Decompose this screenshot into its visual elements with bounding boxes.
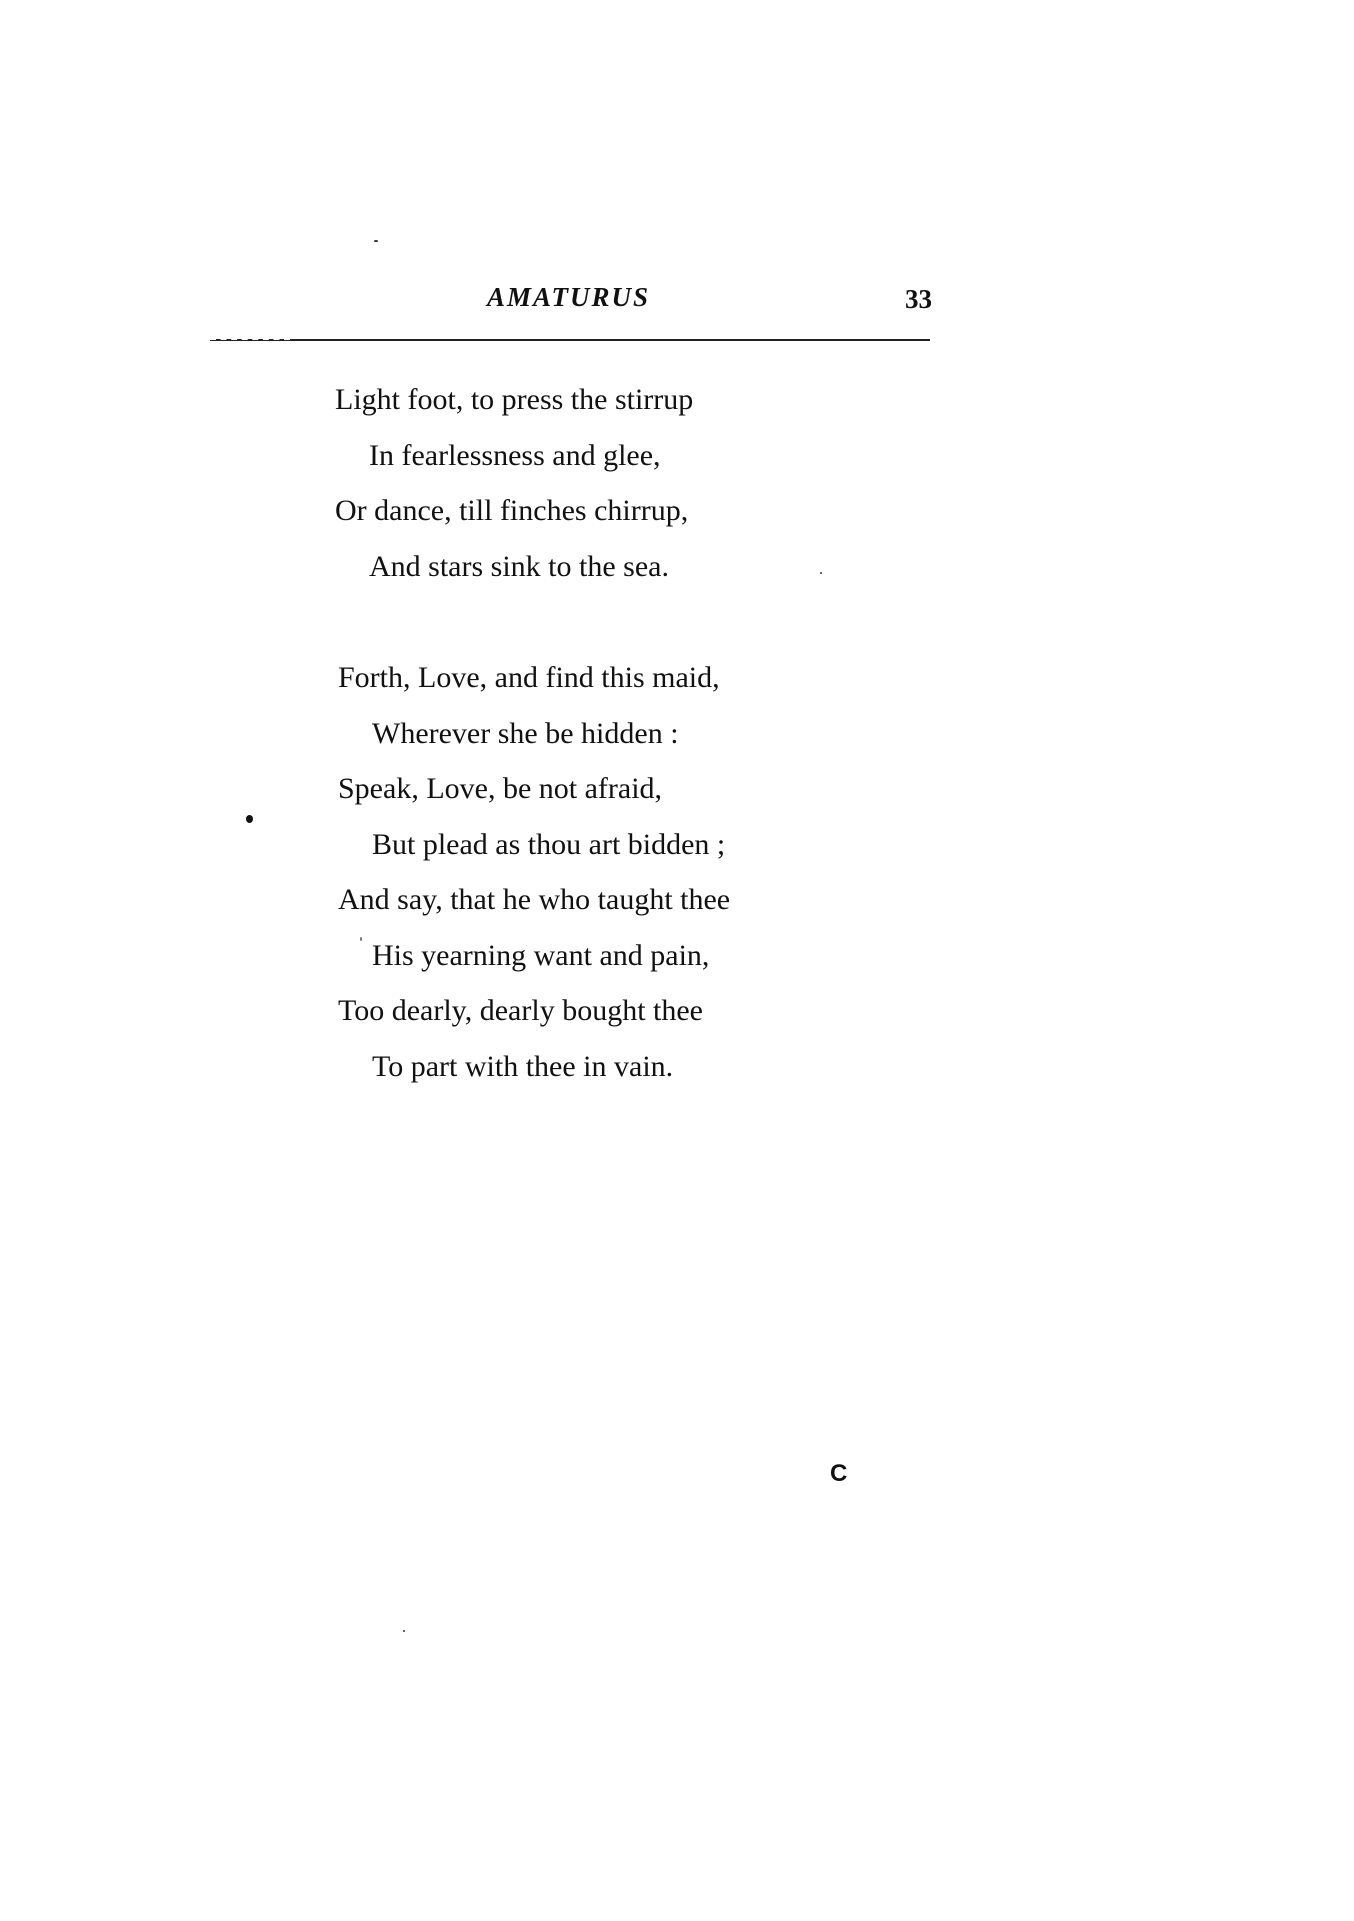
poem-line: And say, that he who taught thee bbox=[338, 883, 731, 916]
poem-line: Light foot, to press the stirrup bbox=[335, 383, 694, 416]
poem-line: His yearning want and pain, bbox=[372, 938, 710, 972]
running-head bbox=[0, 282, 1354, 322]
poem-line: Forth, Love, and find this maid, bbox=[338, 661, 720, 694]
poem-line: Speak, Love, be not afraid, bbox=[338, 772, 663, 805]
running-title: AMATURUS bbox=[487, 282, 651, 312]
poem-line: And stars sink to the sea. bbox=[369, 549, 669, 583]
stanza-2 bbox=[338, 650, 730, 1094]
poem-line: But plead as thou art bidden ; bbox=[372, 827, 726, 861]
print-speck bbox=[820, 572, 822, 574]
poem-line: Too dearly, dearly bought thee bbox=[338, 994, 703, 1027]
poem-line: To part with thee in vain. bbox=[372, 1049, 674, 1083]
page-number: 33 bbox=[905, 284, 932, 314]
print-speck bbox=[374, 240, 378, 242]
stanza-1 bbox=[335, 372, 693, 594]
print-speck bbox=[360, 937, 362, 941]
poem-line: In fearlessness and glee, bbox=[369, 438, 661, 472]
poem-line: Wherever she be hidden : bbox=[372, 716, 679, 750]
signature-mark: C bbox=[830, 1460, 848, 1487]
print-speck bbox=[246, 815, 253, 823]
print-speck bbox=[403, 1630, 405, 1632]
header-rule bbox=[210, 339, 930, 341]
poem-line: Or dance, till finches chirrup, bbox=[335, 494, 689, 527]
header-rule-wear bbox=[210, 338, 290, 340]
